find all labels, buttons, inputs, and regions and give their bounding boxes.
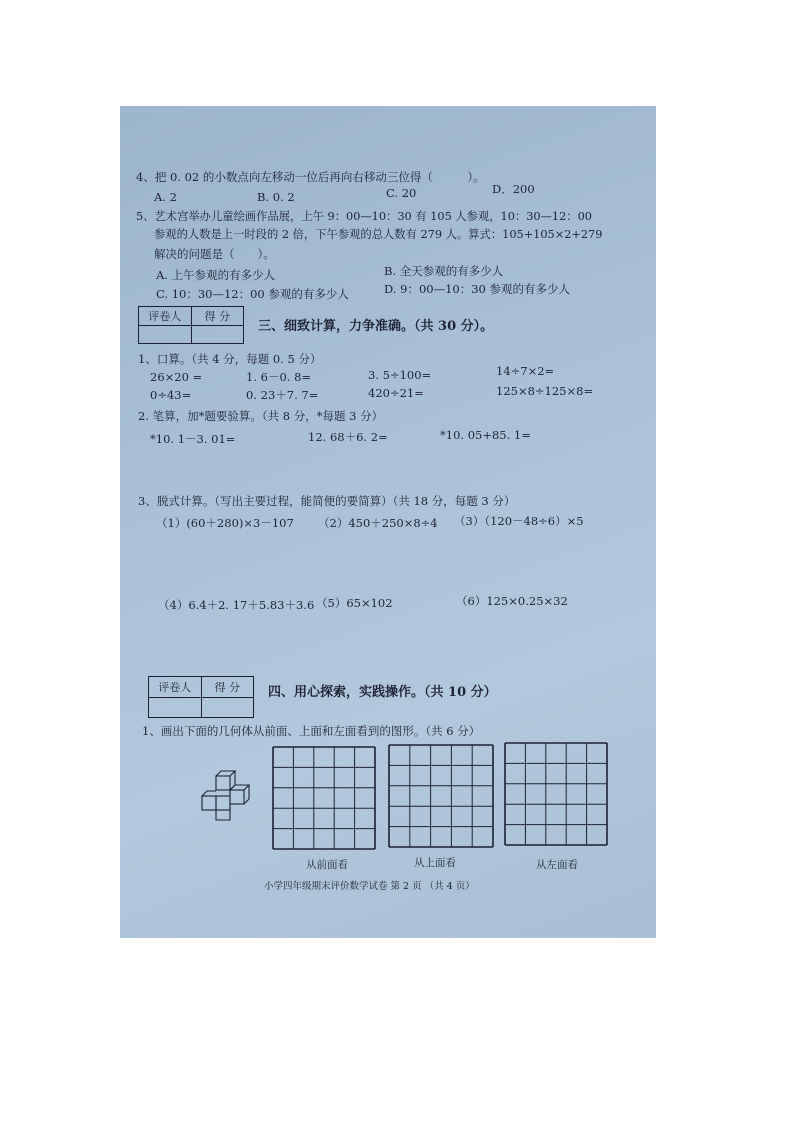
written-head: 2. 笔算，加*题要验算。（共 8 分，*每题 3 分） (138, 409, 384, 423)
section4-title: 四、用心探索，实践操作。（共 10 分） (268, 685, 497, 700)
oral-item: 14÷7×2= (496, 364, 555, 378)
section3-title: 三、细致计算，力争准确。（共 30 分）。 (258, 319, 494, 334)
q5-option-a: A. 上午参观的有多少人 (156, 268, 276, 282)
grader-label: 评卷人 (148, 310, 182, 323)
cube-stack-illustration (196, 770, 254, 826)
q5-line1: 5、艺术宫举办儿童绘画作品展，上午 9：00—10：30 有 105 人参观，10：30—12：00 (136, 210, 592, 223)
score-field[interactable] (201, 698, 254, 718)
grader-label: 评卷人 (158, 681, 192, 694)
oral-item: 3. 5÷100= (368, 368, 432, 382)
step-item: （1）(60＋280)×3－107 (156, 516, 294, 530)
grid-left-view[interactable] (504, 742, 608, 846)
page-footer: 小学四年级期末评价数学试卷 第 2 页 （共 4 页） (264, 881, 475, 892)
q5-line3: 解决的问题是（ ）。 (154, 247, 275, 261)
grader-field[interactable] (139, 326, 191, 344)
score-table-section3 (138, 306, 244, 344)
grid-front-view[interactable] (272, 746, 376, 850)
step-head: 3、脱式计算。（写出主要过程，能简便的要简算）（共 18 分，每题 3 分） (138, 494, 516, 508)
oral-item: 420÷21= (368, 386, 424, 400)
oral-item: 0. 23＋7. 7= (246, 388, 319, 402)
q4-option-b: B. 0. 2 (257, 190, 295, 204)
grader-field[interactable] (149, 698, 201, 718)
score-label: 得 分 (191, 307, 244, 325)
written-item: 12. 68＋6. 2= (308, 430, 388, 444)
step-item: （2）450＋250×8÷4 (318, 516, 438, 530)
step-item: （6）125×0.25×32 (456, 594, 568, 608)
section4-q1: 1、画出下面的几何体从前面、上面和左面看到的图形。（共 6 分） (142, 724, 481, 738)
written-item: *10. 1－3. 01= (150, 432, 236, 446)
q4-option-d: D．200 (492, 182, 535, 196)
grid-top-view[interactable] (388, 744, 494, 848)
step-item: （4）6.4＋2. 17＋5.83＋3.6 (158, 598, 315, 612)
q4-option-c: C. 20 (386, 186, 417, 200)
q5-option-d: D. 9：00—10：30 参观的有多少人 (384, 282, 570, 296)
oral-head: 1、口算。（共 4 分，每题 0. 5 分） (138, 352, 322, 366)
exam-photo (120, 106, 656, 938)
oral-item: 125×8÷125×8= (496, 384, 594, 398)
label-front-view: 从前面看 (306, 859, 348, 871)
label-top-view: 从上面看 (414, 857, 456, 869)
score-label: 得 分 (201, 677, 254, 697)
oral-item: 26×20 = (150, 370, 203, 384)
q5-option-c: C. 10：30—12：00 参观的有多少人 (156, 287, 349, 301)
q4-option-a: A. 2 (154, 190, 177, 204)
step-item: （5）65×102 (316, 596, 393, 610)
label-left-view: 从左面看 (536, 859, 578, 871)
step-item: （3）（120－48÷6）×5 (454, 514, 584, 528)
written-item: *10. 05+85. 1= (440, 428, 531, 442)
q5-option-b: B. 全天参观的有多少人 (384, 264, 504, 278)
q4-stem: 4、把 0. 02 的小数点向左移动一位后再向右移动三位得（ ）。 (136, 170, 485, 184)
oral-item: 0÷43= (150, 388, 192, 402)
q5-line2: 参观的人数是上一时段的 2 倍，下午参观的总人数有 279 人。算式：105+105×2+279 (154, 228, 603, 241)
score-field[interactable] (191, 326, 244, 344)
oral-item: 1. 6－0. 8= (246, 370, 312, 384)
score-table-section4 (148, 676, 254, 718)
